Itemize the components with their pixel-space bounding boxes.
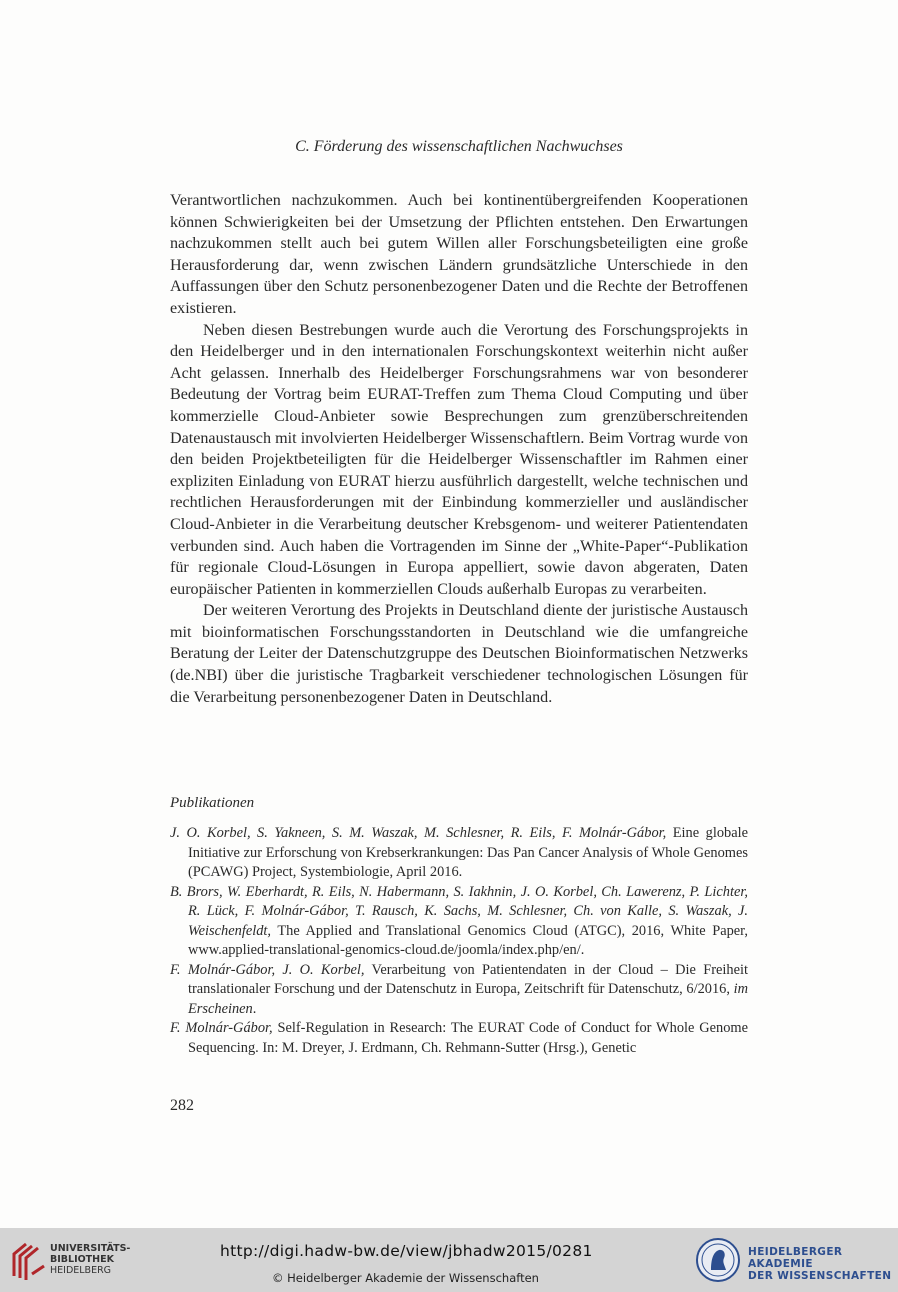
- publication-entry: [170, 1019, 748, 1058]
- university-library-name: [50, 1243, 130, 1276]
- publication-status: im Erscheinen: [188, 981, 748, 1017]
- publication-text: Eine globale Initiative zur Erforschung von Krebserkrankungen: Das Pan Cancer Analysis of Whole Genomes (PCAWG) Project, Systembiologie, April 2016.: [188, 825, 748, 880]
- university-library-logo-icon: [8, 1236, 52, 1282]
- publication-entry: [170, 824, 748, 883]
- body-text: [170, 190, 748, 708]
- publication-authors: F. Molnár-Gábor, J. O. Korbel,: [170, 961, 365, 978]
- publication-entry: [170, 883, 748, 961]
- publications-heading: Publikationen: [170, 795, 255, 811]
- publication-text: Self-Regulation in Research: The EURAT Code of Conduct for Whole Genome Sequencing. In: M. Dreyer, J. Erdmann, Ch. Rehmann-Sutter (Hrsg.), Genetic: [188, 1020, 748, 1056]
- footer-bar: [0, 1228, 898, 1292]
- library-name-line: UNIVERSITÄTS-: [50, 1243, 131, 1254]
- publication-list: [170, 824, 748, 1058]
- publication-authors: B. Brors, W. Eberhardt, R. Eils, N. Habermann, S. Iakhnin, J. O. Korbel, Ch. Lawerenz, P. Lichter, R. Lück, F. Molnár-Gábor, T. Rausch, K. Sachs, M. Schlesner, Ch. von Kalle, S. Waszak, J. Weischenfeldt,: [170, 883, 748, 939]
- publication-authors: F. Molnár-Gábor,: [170, 1020, 273, 1036]
- publication-authors: J. O. Korbel, S. Yakneen, S. M. Waszak, M. Schlesner, R. Eils, F. Molnár-Gábor,: [170, 825, 667, 841]
- academy-seal-icon: [695, 1236, 741, 1284]
- paragraph: Neben diesen Bestrebungen wurde auch die Verortung des Forschungsprojekts in den Heidelberger und in den internationalen Forschungskontext weiterhin nicht außer Acht gelassen. Innerhalb des Heidelberger Forschungsrahmens war von besonderer Bedeutung der Vortrag beim EURAT-Treffen zum Thema Cloud Computing und über kommerzielle Cloud-Anbieter sowie Besprechungen zum grenzüberschreitenden Datenaustausch mit involvierten Heidelberger Wissenschaftlern. Beim Vortrag wurde von den beiden Projektbeteiligten für die Heidelberger Wissenschaftler im Rahmen einer expliziten Einladung von EURAT hierzu ausführlich dargestellt, welche technischen und rechtlichen Herausforderungen mit der Einbindung kommerzieller und ausländischer Cloud-Anbieter in die Verarbeitung deutscher Krebsgenom- und weiterer Patientendaten verbunden sind. Auch haben die Vortragenden im Sinne der „White-Paper“-Publikation für regionale Cloud-Lösungen in Europa appelliert, sowie davon abgeraten, Daten europäischer Patienten in kommerziellen Clouds außerhalb Europas zu verarbeiten.: [170, 321, 748, 598]
- publication-entry: [170, 961, 748, 1020]
- paragraph: Verantwortlichen nachzukommen. Auch bei kontinentübergreifenden Kooperationen können Schwierigkeiten bei der Umsetzung der Pflichten entstehen. Den Erwartungen nachzukommen stellt auch bei gutem Willen aller Forschungsbeteiligten eine große Herausforderung dar, wenn zwischen Ländern grundsätzliche Unterschiede in den Auffassungen über den Schutz personenbezogener Daten und die Rechte der Betroffenen existieren.: [170, 192, 748, 317]
- academy-name-line: DER WISSENSCHAFTEN: [748, 1270, 892, 1282]
- publication-tail: .: [252, 1000, 257, 1017]
- library-name-line: HEIDELBERG: [50, 1265, 112, 1276]
- copyright-notice: © Heidelberger Akademie der Wissenschaften: [272, 1271, 539, 1285]
- library-name-line: BIBLIOTHEK: [50, 1254, 114, 1265]
- running-head: C. Förderung des wissenschaftlichen Nachwuchses: [295, 138, 623, 155]
- page-number: 282: [170, 1097, 194, 1114]
- academy-name-line: HEIDELBERGER AKADEMIE: [748, 1246, 843, 1270]
- publication-text: Verarbeitung von Patientendaten in der Cloud – Die Freiheit translationaler Forschung und der Datenschutz in Europa, Zeitschrift für Datenschutz, 6/2016,: [188, 961, 748, 997]
- paragraph: Der weiteren Verortung des Projekts in Deutschland diente der juristische Austausch mit bioinformatischen Forschungsstandorten in Deutschland wie die umfangreiche Beratung der Leiter der Datenschutzgruppe des Deutschen Bioinformatischen Netzwerks (de.NBI) über die juristische Tragbarkeit verschiedener technologischen Lösungen für die Verarbeitung personenbezogener Daten in Deutschland.: [170, 602, 748, 706]
- publication-text: The Applied and Translational Genomics Cloud (ATGC), 2016, White Paper, www.applied-translational-genomics-cloud.de/joomla/index.php/en/.: [188, 922, 748, 958]
- academy-name: [748, 1246, 898, 1282]
- permalink-url[interactable]: http://digi.hadw-bw.de/view/jbhadw2015/0281: [220, 1242, 593, 1260]
